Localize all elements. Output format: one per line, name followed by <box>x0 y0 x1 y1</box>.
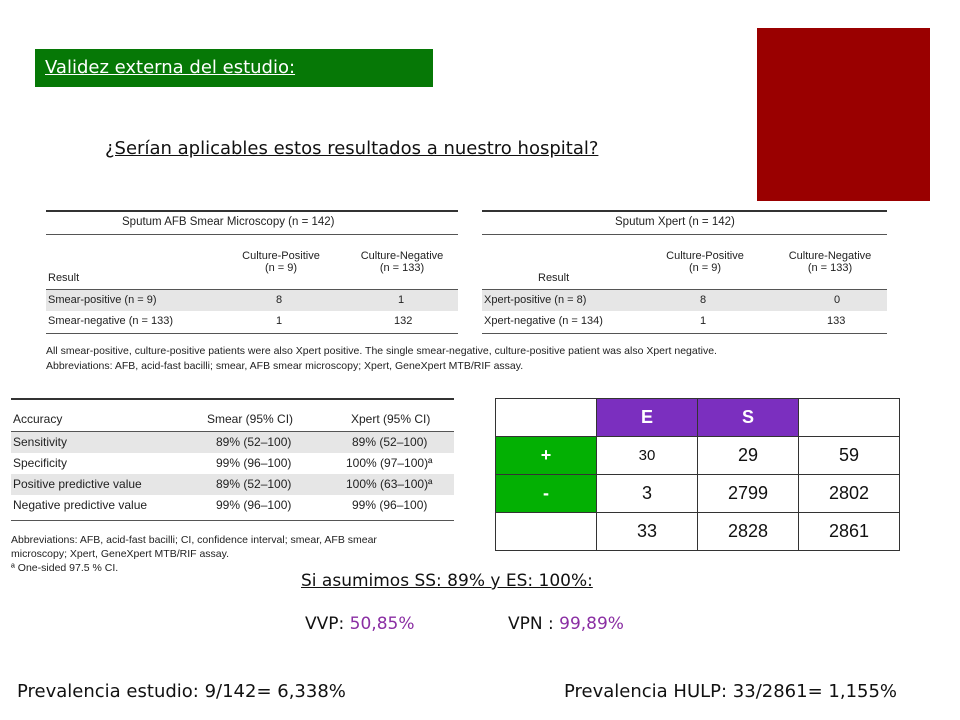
grid-cell: 33 <box>597 513 698 551</box>
table-row: Smear-negative (n = 133) 1 132 <box>48 315 413 327</box>
grid-cell: 30 <box>597 437 698 475</box>
grid-cell: 59 <box>799 437 900 475</box>
grid-header-e: E <box>597 399 698 437</box>
question-text: ¿Serían aplicables estos resultados a nuestro hospital? <box>105 138 599 159</box>
contingency-table <box>495 398 900 551</box>
xpert-col-neg: Culture-Negative (n = 133) <box>788 250 872 274</box>
prevalence-study: Prevalencia estudio: 9/142= 6,338% <box>17 681 346 702</box>
smear-col-result: Result <box>48 272 80 284</box>
grid-header-s: S <box>698 399 799 437</box>
xpert-table <box>482 210 887 335</box>
smear-table-caption: Sputum AFB Smear Microscopy (n = 142) <box>122 216 335 228</box>
table-row: Xpert-negative (n = 134) 1 133 <box>484 315 846 327</box>
grid-cell: 2802 <box>799 475 900 513</box>
table-row: Negative predictive value 99% (96–100) 99% (96–100) <box>13 498 428 512</box>
accuracy-footnote: Abbreviations: AFB, acid-fast bacilli; CI, confidence interval; smear, AFB smear microscopy; Xpert, GeneXpert MTB/RIF assay. ª One-sided 97.5 % CI. <box>11 534 377 574</box>
section-title: Validez externa del estudio: <box>45 57 296 78</box>
grid-cell: 2861 <box>799 513 900 551</box>
smear-col-neg: Culture-Negative (n = 133) <box>360 250 444 274</box>
vpn-text: VPN : 99,89% <box>508 614 624 634</box>
grid-empty-cell <box>799 399 900 437</box>
grid-cell: 2799 <box>698 475 799 513</box>
col-xpert: Xpert (95% CI) <box>351 412 431 426</box>
table-row: Xpert-positive (n = 8) 8 0 <box>482 290 887 311</box>
grid-empty-cell <box>496 513 597 551</box>
smear-table <box>46 210 458 335</box>
red-decorative-box <box>757 28 930 201</box>
col-accuracy: Accuracy <box>13 412 63 426</box>
col-smear: Smear (95% CI) <box>207 412 294 426</box>
accuracy-table <box>11 398 454 523</box>
smear-col-pos: Culture-Positive (n = 9) <box>242 250 320 274</box>
grid-cell: 3 <box>597 475 698 513</box>
vvp-text: VVP: 50,85% <box>305 614 415 634</box>
grid-cell: 29 <box>698 437 799 475</box>
table-footnote: All smear-positive, culture-positive patients were also Xpert positive. The single smear-negative, culture-positive patient was also Xpert negative. Abbreviations: AFB, acid-fast bacilli; smear, AFB smear microscopy; Xpert, GeneXpert MTB/RIF assay. <box>46 345 717 372</box>
xpert-col-result: Result <box>538 272 570 284</box>
table-row: Sensitivity 89% (52–100) 89% (52–100) <box>11 432 454 453</box>
prevalence-hulp: Prevalencia HULP: 33/2861= 1,155% <box>564 681 898 702</box>
table-row: Specificity 99% (96–100) 100% (97–100)ª <box>13 456 433 470</box>
grid-cell: 2828 <box>698 513 799 551</box>
section-title-bar <box>35 49 433 87</box>
grid-row-positive-label: + <box>496 437 597 475</box>
table-row: Smear-positive (n = 9) 8 1 <box>46 290 458 311</box>
grid-row-negative-label: - <box>496 475 597 513</box>
assumption-text: Si asumimos SS: 89% y ES: 100%: <box>301 571 593 591</box>
xpert-col-pos: Culture-Positive (n = 9) <box>666 250 744 274</box>
xpert-table-caption: Sputum Xpert (n = 142) <box>615 216 735 228</box>
table-row: Positive predictive value 89% (52–100) 100% (63–100)ª <box>11 474 454 495</box>
grid-empty-cell <box>496 399 597 437</box>
